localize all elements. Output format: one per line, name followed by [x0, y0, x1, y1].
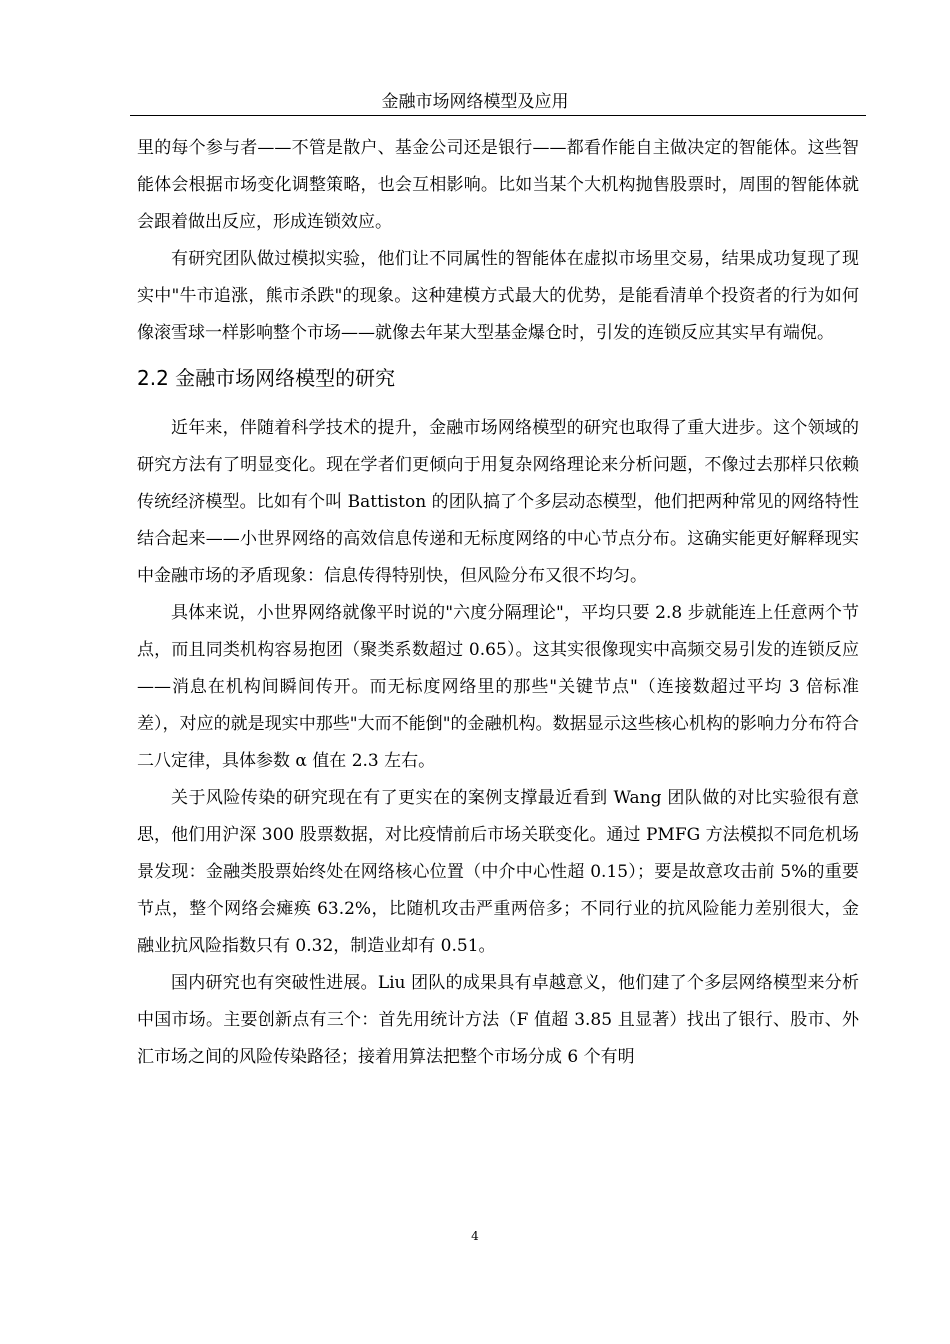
- running-header: 金融市场网络模型及应用: [381, 92, 569, 112]
- paragraph-4: 具体来说，小世界网络就像平时说的"六度分隔理论"，平均只要 2.8 步就能连上任意两个节点，而且同类机构容易抱团（聚类系数超过 0.65）。这其实很像现实中高频交易引发的连锁反应——消息在机构间瞬间传开。而无标度网络里的那些"关键节点"（连接数超过平均 3 倍标准差），对应的就是现实中那些"大而不能倒"的金融机构。数据显示这些核心机构的影响力分布符合二八定律，具体参数 α 值在 2.3 左右。: [137, 603, 859, 771]
- paragraph-6: 国内研究也有突破性进展。Liu 团队的成果具有卓越意义，他们建了个多层网络模型来分析中国市场。主要创新点有三个：首先用统计方法（F 值超 3.85 且显著）找出了银行、股市、外汇市场之间的风险传染路径；接着用算法把整个市场分成 6 个有明: [137, 973, 859, 1067]
- paragraph-3: 近年来，伴随着科学技术的提升，金融市场网络模型的研究也取得了重大进步。这个领域的研究方法有了明显变化。现在学者们更倾向于用复杂网络理论来分析问题，不像过去那样只依赖传统经济模型。比如有个叫 Battiston 的团队搞了个多层动态模型，他们把两种常见的网络特性结合起来——小世界网络的高效信息传递和无标度网络的中心节点分布。这确实能更好解释现实中金融市场的矛盾现象：信息传得特别快，但风险分布又很不均匀。: [137, 418, 859, 586]
- paragraph-2: 有研究团队做过模拟实验，他们让不同属性的智能体在虚拟市场里交易，结果成功复现了现实中"牛市追涨，熊市杀跌"的现象。这种建模方式最大的优势，是能看清单个投资者的行为如何像滚雪球一样影响整个市场——就像去年某大型基金爆仓时，引发的连锁反应其实早有端倪。: [137, 249, 859, 343]
- body-text: [137, 130, 859, 1076]
- section-heading: 2.2 金融市场网络模型的研究: [137, 366, 396, 390]
- paragraph-1: 里的每个参与者——不管是散户、基金公司还是银行——都看作能自主做决定的智能体。这些智能体会根据市场变化调整策略，也会互相影响。比如当某个大机构抛售股票时，周围的智能体就会跟着做出反应，形成连锁效应。: [137, 138, 859, 232]
- page-number: 4: [471, 1229, 479, 1243]
- paragraph-5: 关于风险传染的研究现在有了更实在的案例支撑最近看到 Wang 团队做的对比实验很有意思，他们用沪深 300 股票数据，对比疫情前后市场关联变化。通过 PMFG 方法模拟不同危机场景发现：金融类股票始终处在网络核心位置（中介中心性超 0.15）；要是故意攻击前 5%的重要节点，整个网络会瘫痪 63.2%，比随机攻击严重两倍多；不同行业的抗风险能力差别很大，金融业抗风险指数只有 0.32，制造业却有 0.51。: [137, 788, 859, 956]
- header-rule: [130, 115, 866, 116]
